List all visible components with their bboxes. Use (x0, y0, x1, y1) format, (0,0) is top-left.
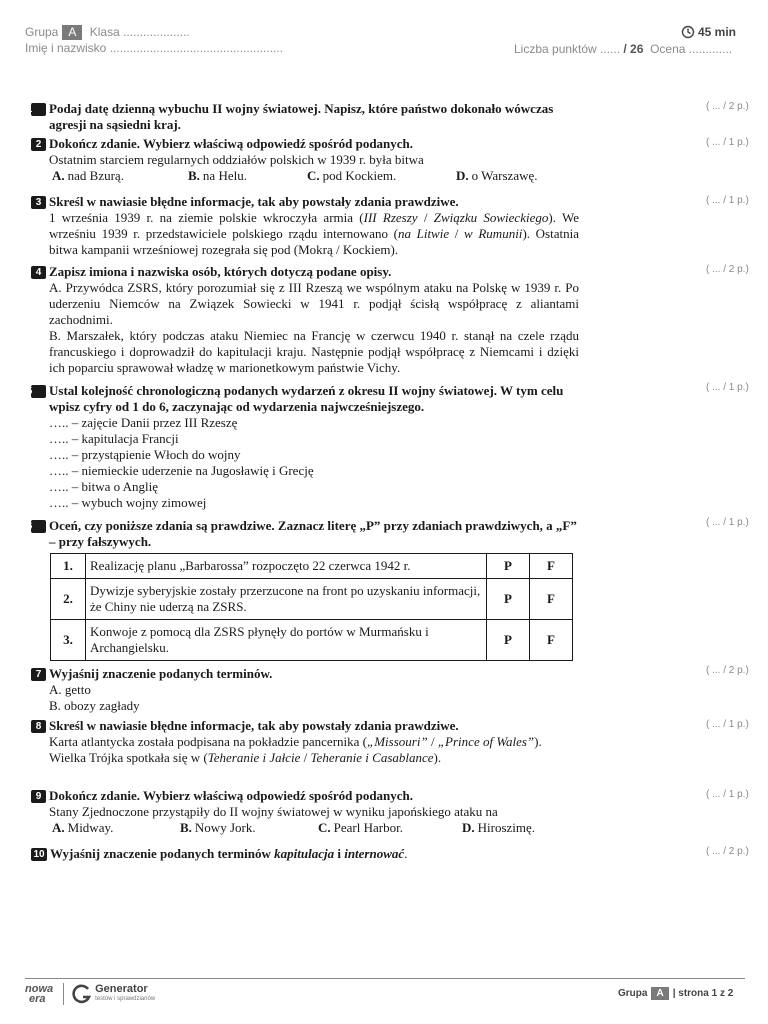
question-number: 3 (31, 196, 46, 209)
question-7 (31, 666, 579, 714)
true-false-table (50, 553, 573, 661)
question-number: 9 (31, 790, 46, 803)
points-box: ( ... / 1 p.) (706, 719, 749, 730)
name-label: Imię i nazwisko .................................................... (25, 41, 284, 55)
points-line (514, 42, 732, 56)
time-value: 45 min (698, 25, 737, 39)
points-total: / 26 (623, 42, 644, 56)
event-item[interactable]: ….. – niemieckie uderzenie na Jugosławię i Grecję (49, 463, 314, 478)
term-internowac: internować (344, 846, 405, 861)
option-d[interactable]: D. Hiroszimę. (462, 820, 536, 835)
term-kapitulacja: kapitulacja (274, 846, 335, 861)
true-option[interactable]: P (487, 579, 530, 620)
false-option[interactable]: F (530, 579, 573, 620)
group-badge: A (651, 987, 668, 1000)
points-box: ( ... / 1 p.) (706, 137, 749, 148)
false-option[interactable]: F (530, 554, 573, 579)
question-4 (31, 264, 579, 376)
points-box: ( ... / 2 p.) (706, 665, 749, 676)
option-c[interactable]: C. pod Kockiem. (307, 168, 397, 183)
question-title: Podaj datę dzienną wybuchu II wojny światowej. Napisz, które państwo dokonało wówczas agresji na sąsiedni kraj. (49, 101, 554, 132)
option-d[interactable]: D. o Warszawę. (456, 168, 538, 183)
event-item[interactable]: ….. – zajęcie Danii przez III Rzeszę (49, 415, 238, 430)
points-box: ( ... / 1 p.) (706, 382, 749, 393)
points-box: ( ... / 1 p.) (706, 195, 749, 206)
question-2 (31, 136, 579, 184)
question-number: 10 (31, 848, 47, 861)
option-b[interactable]: B. Nowy Jork. (180, 820, 256, 835)
question-number: 5 (31, 385, 46, 398)
event-item[interactable]: ….. – kapitulacja Francji (49, 431, 179, 446)
event-item[interactable]: ….. – bitwa o Anglię (49, 479, 159, 494)
question-number: 6 (31, 520, 46, 533)
answer-options (31, 820, 579, 836)
clock-icon (681, 25, 695, 39)
true-option[interactable]: P (487, 554, 530, 579)
term-a: A. getto (49, 682, 91, 697)
time-limit (681, 25, 736, 39)
footer-logos (25, 983, 155, 1005)
question-1 (26, 101, 579, 133)
question-number: 1 (31, 103, 46, 116)
points-box: ( ... / 2 p.) (706, 101, 749, 112)
points-label: Liczba punktów ...... (514, 42, 624, 56)
question-number: 7 (31, 668, 46, 681)
question-number: 2 (31, 138, 46, 151)
question-title: Ustal kolejność chronologiczną podanych wydarzeń z okresu II wojny światowej. W tym celu wpisz cyfry od 1 do 6, zaczynając od wydarzenia najwcześniejszego. (49, 383, 564, 414)
choice-option[interactable]: „Prince of Wales” (437, 734, 535, 749)
choice-option[interactable]: w Rumunii (464, 226, 523, 241)
row-number: 2. (51, 579, 86, 620)
question-3 (31, 194, 579, 258)
question-title: Skreśl w nawiasie błędne informacje, tak aby powstały zdania prawdziwe. (49, 718, 459, 733)
question-6 (26, 518, 579, 550)
question-body: 1 września 1939 r. na ziemie polskie wkroczyła armia (III Rzeszy / Związku Sowieckiego). We wrześniu 1939 r. przedstawiciele polskiego rządu internowano (na Litwie / w Rumunii). Ostatnia bitwa kampanii wrześniowej rozegrała się pod (Mokrą / Kockiem). (49, 210, 579, 257)
footer-divider (25, 978, 745, 979)
group-badge: A (62, 25, 82, 40)
choice-option[interactable]: Teheranie i Jałcie (207, 750, 301, 765)
question-9 (31, 788, 579, 836)
table-row (51, 620, 573, 661)
event-item[interactable]: ….. – wybuch wojny zimowej (49, 495, 207, 510)
answer-options (31, 168, 579, 184)
group-line (25, 25, 190, 40)
points-box: ( ... / 2 p.) (706, 846, 749, 857)
false-option[interactable]: F (530, 620, 573, 661)
description-a: A. Przywódca ZSRS, który porozumiał się z III Rzeszą we wspólnym ataku na Polskę w 1939 r. Po uderzeniu Niemców na Związek Sowiecki w 1941 r. podjął ścisłą współpracę z aliantami zachodnimi. (49, 280, 579, 327)
choice-option[interactable]: „Missouri” (367, 734, 428, 749)
statement: Dywizje syberyjskie zostały przerzucone na front po uzyskaniu informacji, że Chiny nie uderzą na ZSRS. (86, 579, 487, 620)
group-label: Grupa (25, 25, 59, 39)
description-b: B. Marszałek, który podczas ataku Niemiec na Francję w czerwcu 1940 r. stanął na czele rządu francuskiego i doprowadził do kapitulacji kraju. Następnie podjął współpracę z Niemcami i dzięki ich poparciu sprawował władzę w marionetkowym państwie Vichy. (49, 328, 579, 375)
term-b: B. obozy zagłady (49, 698, 140, 713)
row-number: 1. (51, 554, 86, 579)
class-label: Klasa .................... (89, 25, 190, 39)
question-5 (26, 383, 579, 511)
option-b[interactable]: B. na Helu. (188, 168, 247, 183)
option-c[interactable]: C. Pearl Harbor. (318, 820, 403, 835)
question-title: Skreśl w nawiasie błędne informacje, tak aby powstały zdania prawdziwe. (49, 194, 459, 209)
question-title: Dokończ zdanie. Wybierz właściwą odpowiedź spośród podanych. (49, 788, 414, 803)
event-item[interactable]: ….. – przystąpienie Włoch do wojny (49, 447, 241, 462)
choice-option[interactable]: na Litwie (397, 226, 450, 241)
question-stem: Stany Zjednoczone przystąpiły do II wojny światowej w wyniku japońskiego ataku na (49, 804, 498, 819)
statement: Konwoje z pomocą dla ZSRS płynęły do portów w Murmańsku i Archangielsku. (86, 620, 487, 661)
choice-option[interactable]: Związku Sowieckiego (433, 210, 549, 225)
page-indicator: Grupa A | strona 1 z 2 (618, 988, 734, 999)
points-box: ( ... / 1 p.) (706, 517, 749, 528)
question-number: 4 (31, 266, 46, 279)
points-box: ( ... / 1 p.) (706, 789, 749, 800)
question-title: Zapisz imiona i nazwiska osób, których dotyczą podane opisy. (49, 264, 392, 279)
question-title: Wyjaśnij znaczenie podanych terminów. (49, 666, 273, 681)
grade-label: Ocena ............. (650, 42, 733, 56)
option-a[interactable]: A. Midway. (52, 820, 114, 835)
nowa-era-logo: nowa era (25, 983, 54, 1005)
question-stem: Ostatnim starciem regularnych oddziałów polskich w 1939 r. była bitwa (49, 152, 424, 167)
option-a[interactable]: A. nad Bzurą. (52, 168, 124, 183)
true-option[interactable]: P (487, 620, 530, 661)
table-row (51, 579, 573, 620)
generator-logo-icon (72, 984, 92, 1004)
choice-option[interactable]: III Rzeszy (363, 210, 418, 225)
choice-option[interactable]: Teheranie i Casablance (310, 750, 434, 765)
question-number: 8 (31, 720, 46, 733)
statement: Realizację planu „Barbarossa” rozpoczęto 22 czerwca 1942 r. (86, 554, 487, 579)
question-body: Karta atlantycka została podpisana na pokładzie pancernika („Missouri” / „Prince of Wales”). Wielka Trójka spotkała się w (Teheranie i Jałcie / Teheranie i Casablance). (49, 734, 542, 765)
question-10: 10 Wyjaśnij znaczenie podanych terminów kapitulacja i internować. (31, 846, 579, 862)
row-number: 3. (51, 620, 86, 661)
question-title: Oceń, czy poniższe zdania są prawdziwe. Zaznacz literę „P” przy zdaniach prawdziwych, a „F” – przy fałszywych. (49, 518, 577, 549)
question-8 (31, 718, 579, 766)
points-box: ( ... / 2 p.) (706, 264, 749, 275)
table-row (51, 554, 573, 579)
question-title: Dokończ zdanie. Wybierz właściwą odpowiedź spośród podanych. (49, 136, 414, 151)
generator-title: Generator (95, 983, 148, 995)
generator-subtitle: testów i sprawdzianów (95, 996, 156, 1002)
